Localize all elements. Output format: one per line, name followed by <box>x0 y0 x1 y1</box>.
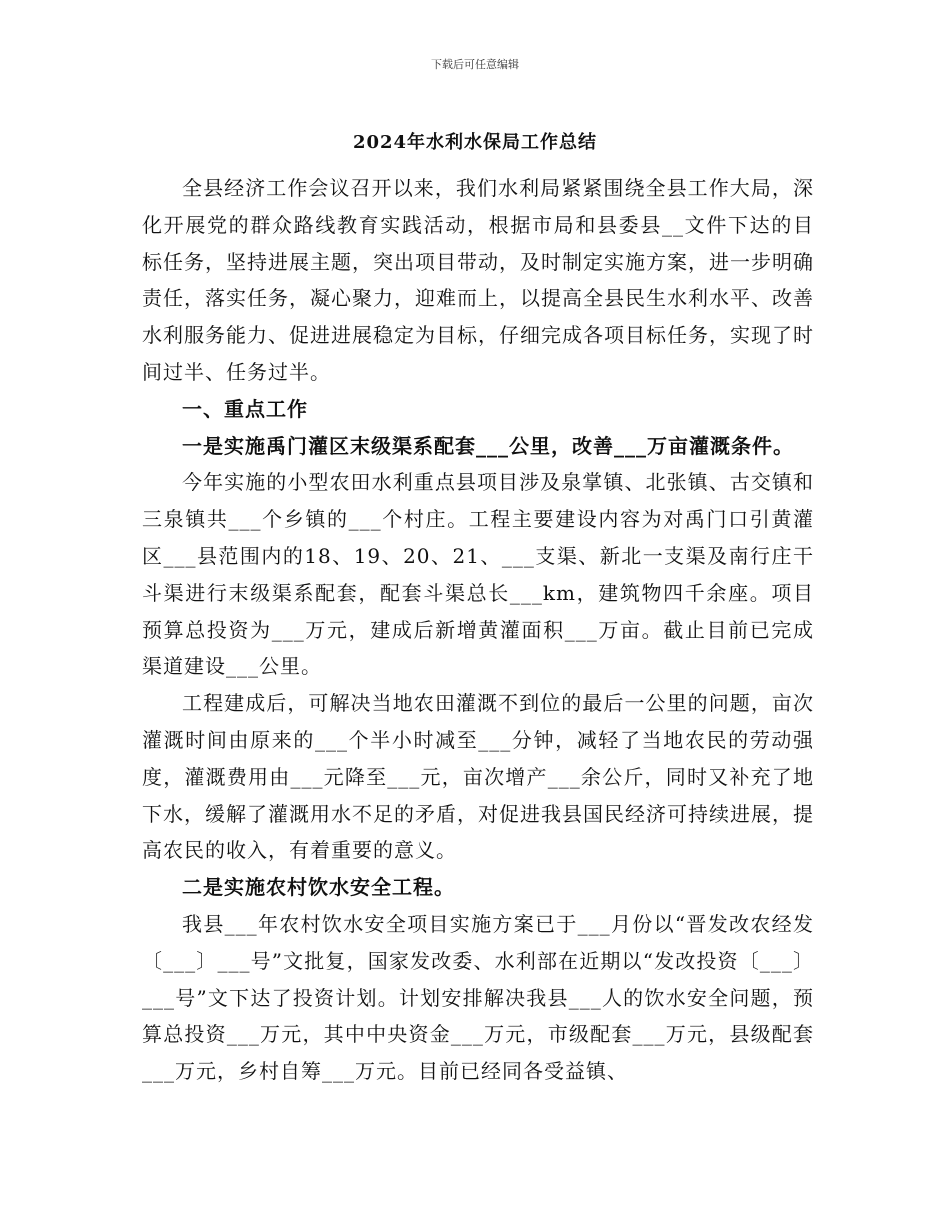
section-heading-key-work: 一、重点工作 <box>182 396 308 421</box>
canal-project-paragraph: 今年实施的小型农田水利重点县项目涉及泉掌镇、北张镇、古交镇和三泉镇共___个乡镇的___个村庄。工程主要建设内容为对禹门口引黄灌区___县范围内的18、19、20、21、___支渠、新北一支渠及南行庄干斗渠进行末级渠系配套，配套斗渠总长___km，建筑物四千余座。项目预算总投资为___万元，建成后新增黄灌面积___万亩。截止目前已完成渠道建设___公里。 <box>142 470 814 679</box>
drinking-water-paragraph: 我县___年农村饮水安全项目实施方案已于___月份以“晋发改农经发〔___〕___号”文批复，国家发改委、水利部在近期以“发改投资〔___〕___号”文下达了投资计划。计划安排解决我县___人的饮水安全问题，预算总投资___万元，其中中央资金___万元，市级配套___万元，县级配套___万元，乡村自筹___万元。目前已经同各受益镇、 <box>142 911 814 1084</box>
document-title: 2024年水利水保局工作总结 <box>352 132 598 153</box>
page-header: 下载后可任意编辑 <box>431 58 519 71</box>
subheading-canal-project: 一是实施禹门灌区末级渠系配套___公里，改善___万亩灌溉条件。 <box>182 433 794 458</box>
canal-benefits-paragraph: 工程建成后，可解决当地农田灌溉不到位的最后一公里的问题，亩次灌溉时间由原来的___个半小时减至___分钟，减轻了当地农民的劳动强度，灌溉费用由___元降至___元，亩次增产___余公斤，同时又补充了地下水，缓解了灌溉用水不足的矛盾，对促进我县国民经济可持续进展，提高农民的收入，有着重要的意义。 <box>142 691 814 863</box>
document-body <box>142 170 814 1090</box>
subheading-drinking-water: 二是实施农村饮水安全工程。 <box>182 875 455 900</box>
intro-paragraph: 全县经济工作会议召开以来，我们水利局紧紧围绕全县工作大局，深化开展党的群众路线教育实践活动，根据市局和县委县__文件下达的目标任务，坚持进展主题，突出项目带动，及时制定实施方案，进一步明确责任，落实任务，凝心聚力，迎难而上，以提高全县民生水利水平、改善水利服务能力、促进进展稳定为目标，仔细完成各项目标任务，实现了时间过半、任务过半。 <box>142 176 814 384</box>
